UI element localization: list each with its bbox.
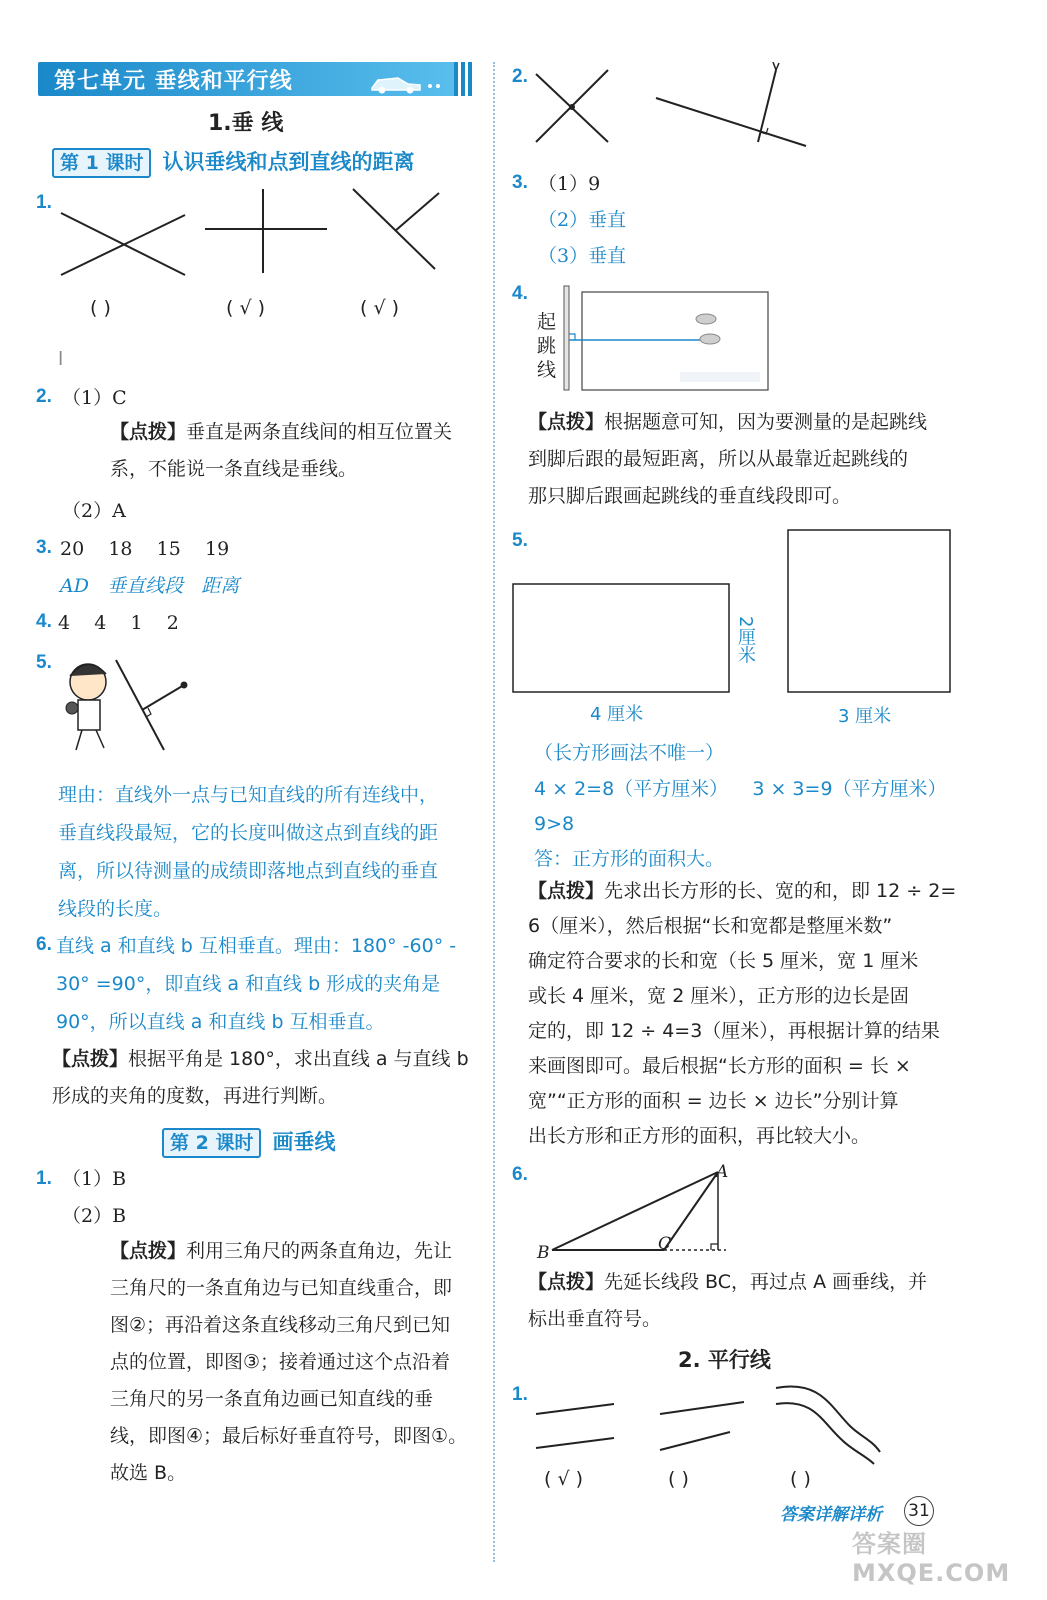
stray-mark: l bbox=[58, 348, 64, 370]
r-q4-tip-label: 【点拨】 bbox=[528, 411, 605, 433]
q3-line-2: AD 垂直线段 距离 bbox=[60, 575, 240, 597]
q5-reason-line-2: 垂直线段最短，它的长度叫做这点到直线的距 bbox=[58, 822, 439, 844]
q2-tip-label: 【点拨】 bbox=[110, 421, 187, 443]
l2q1-tip-line-1: 利用三角尺的两条直角边，先让 bbox=[186, 1240, 453, 1262]
q1-figures bbox=[55, 185, 455, 285]
p1-mark-2: ( ) bbox=[668, 1468, 689, 1490]
q6-tip bbox=[52, 1041, 482, 1115]
l2q1-answer-2: （2）B bbox=[62, 1205, 127, 1227]
banner-stripes bbox=[454, 62, 472, 96]
r-q3-answer-1: （1）9 bbox=[538, 173, 601, 195]
p1-mark-3: ( ) bbox=[790, 1468, 811, 1490]
q2-answer-2: （2）A bbox=[62, 500, 126, 522]
r-q6-number: 6. bbox=[512, 1164, 528, 1185]
lesson1-title: 认识垂线和点到直线的距离 bbox=[162, 150, 415, 174]
r-q6-tip-line-2: 标出垂直符号。 bbox=[528, 1308, 662, 1330]
r-q4-figure bbox=[560, 284, 775, 394]
r-q4-tip-line-3: 那只脚后跟画起跳线的垂直线段即可。 bbox=[528, 485, 852, 507]
q2-number: 2. bbox=[36, 386, 52, 407]
lesson2-title: 画垂线 bbox=[272, 1130, 336, 1154]
page-number: 31 bbox=[904, 1496, 934, 1526]
q1-mark-2: ( √ ) bbox=[226, 297, 266, 319]
r-q5-tip-line-7: 宽”“正方形的面积 = 边长 × 边长”分别计算 bbox=[528, 1090, 899, 1112]
section1-title: 1.垂 线 bbox=[208, 111, 284, 136]
q6-answer bbox=[56, 927, 486, 1041]
lesson2-header bbox=[162, 1126, 336, 1158]
r-q5-square-bottom-label: 3 厘米 bbox=[838, 706, 892, 727]
q6-line-3: 90°，所以直线 a 和直线 b 互相垂直。 bbox=[56, 1011, 385, 1033]
r-q4-tip bbox=[528, 404, 958, 515]
l2q1-tip bbox=[110, 1233, 490, 1492]
r-q5-figures bbox=[510, 528, 955, 698]
p1-figures bbox=[530, 1378, 890, 1468]
l2q1-tip-label: 【点拨】 bbox=[110, 1240, 187, 1262]
r-q5-tip-label: 【点拨】 bbox=[528, 880, 605, 902]
r-q2-number: 2. bbox=[512, 66, 528, 87]
r-q4-label-3: 线 bbox=[537, 359, 557, 381]
p1-mark-1: ( √ ) bbox=[544, 1468, 584, 1490]
q1-mark-3: ( √ ) bbox=[360, 297, 400, 319]
r-q5-calc-1: 4 × 2=8（平方厘米） 3 × 3=9（平方厘米） bbox=[534, 778, 947, 800]
r-q5-rect-side-label: 2厘米 bbox=[735, 616, 756, 664]
unit-banner-title: 第七单元 垂线和平行线 bbox=[54, 69, 293, 94]
q2-tip-line-2: 系，不能说一条直线是垂线。 bbox=[110, 458, 358, 480]
r-q5-answer: 答：正方形的面积大。 bbox=[534, 848, 725, 870]
r-q6-tip bbox=[528, 1264, 958, 1338]
r-q5-tip-line-2: 6（厘米），然后根据“长和宽都是整厘米数” bbox=[528, 915, 893, 937]
q5-number: 5. bbox=[36, 652, 52, 673]
r-q6-label-B: B bbox=[537, 1243, 550, 1263]
q5-reason-line-3: 离，所以待测量的成绩即落地点到直线的垂直 bbox=[58, 860, 439, 882]
p1-number: 1. bbox=[512, 1384, 528, 1405]
q2-tip bbox=[110, 414, 480, 488]
q2-tip-line-1: 垂直是两条直线间的相互位置关 bbox=[186, 421, 453, 443]
q5-reason bbox=[58, 776, 478, 928]
footer-label: 答案详解详析 bbox=[780, 1505, 882, 1525]
q1-number: 1. bbox=[36, 192, 52, 213]
r-q5-tip-line-4: 或长 4 厘米，宽 2 厘米），正方形的边长是固 bbox=[528, 985, 909, 1007]
q6-tip-label: 【点拨】 bbox=[52, 1048, 129, 1070]
column-divider bbox=[493, 62, 495, 1562]
l2q1-number: 1. bbox=[36, 1168, 52, 1189]
r-q5-tip-line-6: 来画图即可。最后根据“长方形的面积 = 长 × bbox=[528, 1055, 911, 1077]
q5-figure bbox=[58, 650, 198, 760]
car-icon bbox=[368, 70, 448, 98]
q3-line-1: 20 18 15 19 bbox=[60, 538, 230, 560]
r-q5-note: （长方形画法不唯一） bbox=[534, 742, 725, 764]
q6-tip-line-1: 根据平角是 180°，求出直线 a 与直线 b bbox=[128, 1048, 469, 1070]
r-q3-answer-3: （3）垂直 bbox=[538, 245, 627, 267]
l2q1-tip-line-2: 三角尺的一条直角边与已知直线重合，即 bbox=[110, 1277, 453, 1299]
unit-banner bbox=[38, 62, 470, 96]
l2q1-tip-line-4: 点的位置，即图③；接着通过这个点沿着 bbox=[110, 1351, 451, 1373]
q6-number: 6. bbox=[36, 934, 52, 955]
r-q5-calc-2: 9>8 bbox=[534, 813, 575, 835]
r-q5-tip-line-5: 定的，即 12 ÷ 4=3（厘米），再根据计算的结果 bbox=[528, 1020, 940, 1042]
r-q5-tip bbox=[528, 874, 958, 1154]
q2-answer-1: （1）C bbox=[62, 387, 127, 409]
r-q5-number: 5. bbox=[512, 530, 528, 551]
r-q2-figures bbox=[528, 62, 818, 152]
r-q3-number: 3. bbox=[512, 172, 528, 193]
q6-line-2: 30° =90°，即直线 a 和直线 b 形成的夹角是 bbox=[56, 973, 441, 995]
l2q1-answer-1: （1）B bbox=[62, 1168, 127, 1190]
r-q6-label-C: C bbox=[658, 1234, 672, 1254]
q5-reason-line-1: 理由：直线外一点与已知直线的所有连线中， bbox=[58, 784, 439, 806]
r-q4-label-1: 起 bbox=[537, 311, 557, 333]
l2q1-tip-line-5: 三角尺的另一条直角边画已知直线的垂 bbox=[110, 1388, 434, 1410]
q6-tip-line-2: 形成的夹角的度数，再进行判断。 bbox=[52, 1085, 338, 1107]
q1-mark-1: ( ) bbox=[90, 297, 111, 319]
watermark: 答案圈 MXQE.COM bbox=[852, 1530, 1011, 1587]
r-q6-tip-label: 【点拨】 bbox=[528, 1271, 605, 1293]
r-q6-figure bbox=[530, 1160, 740, 1260]
r-q4-tip-line-1: 根据题意可知，因为要测量的是起跳线 bbox=[604, 411, 928, 433]
lesson1-tag: 第 1 课时 bbox=[52, 148, 151, 178]
lesson1-header bbox=[52, 146, 415, 178]
q4-line: 4 4 1 2 bbox=[58, 612, 179, 634]
q5-reason-line-4: 线段的长度。 bbox=[58, 898, 173, 920]
q3-number: 3. bbox=[36, 537, 52, 558]
lesson2-tag: 第 2 课时 bbox=[162, 1128, 261, 1158]
section2-title: 2. 平行线 bbox=[678, 1348, 771, 1372]
q4-number: 4. bbox=[36, 611, 52, 632]
r-q6-tip-line-1: 先延长线段 BC，再过点 A 画垂线，并 bbox=[604, 1271, 928, 1293]
r-q4-label-2: 跳 bbox=[537, 335, 557, 357]
r-q3-answer-2: （2）垂直 bbox=[538, 209, 627, 231]
r-q6-label-A: A bbox=[716, 1162, 729, 1182]
l2q1-tip-line-3: 图②；再沿着这条直线移动三角尺到已知 bbox=[110, 1314, 451, 1336]
r-q4-tip-line-2: 到脚后跟的最短距离，所以从最靠近起跳线的 bbox=[528, 448, 909, 470]
q6-line-1: 直线 a 和直线 b 互相垂直。理由：180° -60° - bbox=[56, 935, 457, 957]
r-q5-tip-line-8: 出长方形和正方形的面积，再比较大小。 bbox=[528, 1125, 871, 1147]
r-q4-takeoff-label bbox=[537, 310, 556, 382]
l2q1-tip-line-6: 线，即图④；最后标好垂直符号，即图①。 bbox=[110, 1425, 468, 1447]
r-q4-number: 4. bbox=[512, 283, 528, 304]
r-q5-tip-line-3: 确定符合要求的长和宽（长 5 厘米，宽 1 厘米 bbox=[528, 950, 919, 972]
r-q5-rect-bottom-label: 4 厘米 bbox=[590, 704, 644, 725]
l2q1-tip-line-7: 故选 B。 bbox=[110, 1462, 187, 1484]
r-q5-tip-line-1: 先求出长方形的长、宽的和，即 12 ÷ 2= bbox=[604, 880, 957, 902]
